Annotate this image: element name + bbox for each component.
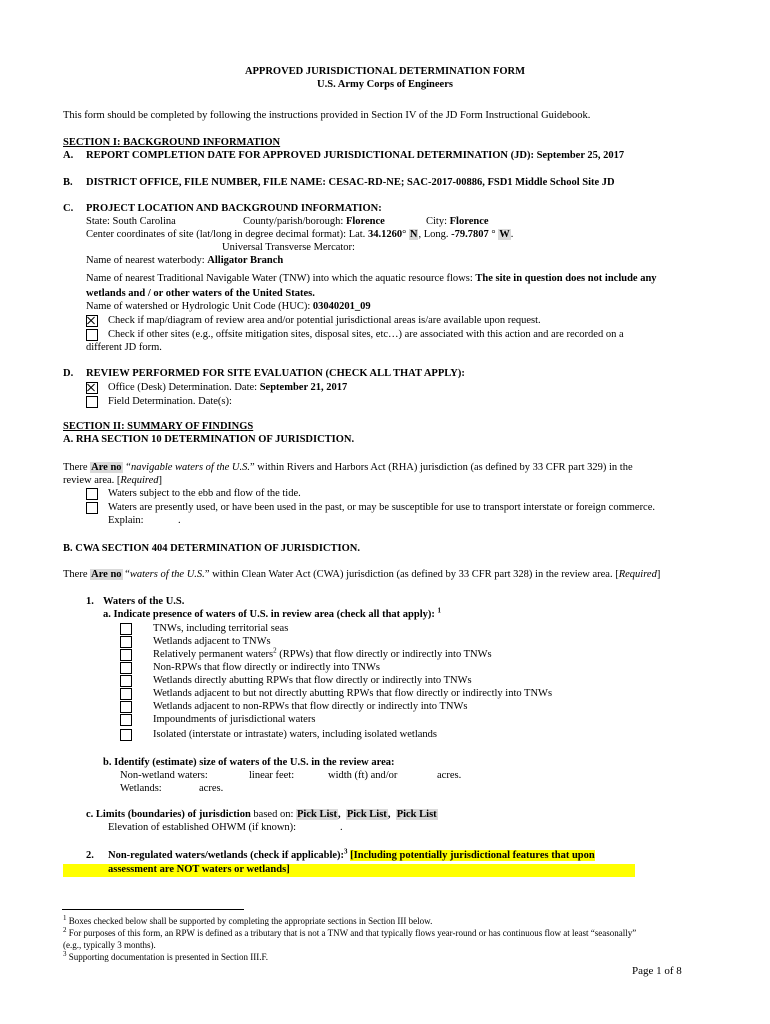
rha-heading: A. RHA SECTION 10 DETERMINATION OF JURISDICTION. [63, 434, 355, 445]
nonreg-sup: 3 [344, 847, 348, 856]
rha-required: Required [120, 475, 159, 486]
rha-statement [63, 462, 633, 474]
waters-a-heading [103, 606, 441, 621]
water-type-label: TNWs, including territorial seas [153, 623, 289, 634]
impoundments-checkbox[interactable] [120, 714, 132, 726]
waters-a-sup: 1 [437, 606, 441, 615]
water-type-label: Impoundments of jurisdictional waters [153, 714, 316, 725]
wetlands-abutting-rpw-checkbox[interactable] [120, 675, 132, 687]
pick-list-1[interactable]: Pick List [297, 809, 337, 820]
other-sites-label: Check if other sites (e.g., offsite mitigation sites, disposal sites, etc…) are associated with this action and are recorded on a [108, 329, 624, 340]
ohwm-value[interactable]: . [340, 822, 343, 833]
comma-1: , [337, 809, 341, 820]
rha-post: ” within Rivers and Harbors Act (RHA) jurisdiction (as defined by 33 CFR part 329) in the [250, 462, 633, 473]
waters-a-label: a. Indicate presence of waters of U.S. in review area (check all that apply): [103, 609, 438, 620]
cwa-close: ] [656, 569, 661, 580]
linear-feet-label: linear feet: [249, 770, 295, 781]
wetlands-adjacent-tnw-checkbox[interactable] [120, 636, 132, 648]
center-label: Center coordinates of site (lat/long in degree decimal format): Lat. [86, 229, 368, 240]
lat-value: 34.1260 [367, 229, 403, 240]
rha-statement-cont [63, 475, 162, 487]
county-label: County/parish/borough: [243, 216, 346, 227]
tnw-label: Name of nearest Traditional Navigable Water (TNW) into which the aquatic resource flows: [86, 273, 476, 284]
other-sites-label-cont: different JD form. [86, 342, 162, 353]
waters-num: 1. [86, 596, 94, 607]
long-direction-select[interactable]: W [499, 229, 510, 240]
rha-italic: “navigable waters of the U.S. [122, 462, 250, 473]
city-value: Florence [449, 216, 489, 227]
footnote-num: 2 [63, 926, 67, 934]
footnote-1 [63, 916, 432, 926]
lat-degree: ° [402, 229, 409, 240]
nonreg-num: 2. [86, 850, 94, 861]
footnote-2 [63, 928, 636, 938]
page-number: Page 1 of 8 [632, 965, 682, 977]
limits-based: based on: [250, 809, 296, 820]
tnw-value-line1: The site in question does not include any [475, 273, 657, 284]
nearest-waterbody [86, 255, 283, 267]
non-rpw-checkbox[interactable] [120, 662, 132, 674]
cwa-heading: B. CWA SECTION 404 DETERMINATION OF JURISDICTION. [63, 543, 360, 554]
rpw-label: Relatively permanent waters [153, 649, 274, 660]
wetlands-size-label: Wetlands: [120, 783, 162, 794]
nonreg-label: Non-regulated waters/wetlands (check if applicable): [108, 850, 345, 861]
tnw-value-line2: wetlands and / or other waters of the United States. [86, 288, 315, 299]
commerce-checkbox[interactable] [86, 502, 98, 514]
waters-b-heading: b. Identify (estimate) size of waters of the U.S. in the review area: [103, 757, 395, 768]
isolated-waters-checkbox[interactable] [120, 729, 132, 741]
cwa-quote: “ [122, 569, 130, 580]
map-checkbox[interactable] [86, 315, 98, 327]
city-field [426, 216, 489, 228]
footnote-3 [63, 952, 268, 962]
wetlands-acres-label: acres. [199, 783, 224, 794]
footnote-text: Boxes checked below shall be supported by completing the appropriate sections in Section III below. [66, 916, 433, 926]
water-type-label-rpw [153, 646, 492, 661]
cwa-pre: There [63, 569, 91, 580]
huc-label: Name of watershed or Hydrologic Unit Code (HUC): [86, 301, 313, 312]
footnote-divider [62, 909, 244, 910]
explain-value[interactable]: . [178, 515, 181, 526]
footnote-num: 3 [63, 950, 67, 958]
commerce-label: Waters are presently used, or have been used in the past, or may be susceptible for use to transport interstate or foreign commerce. [108, 502, 656, 513]
ebb-flow-label: Waters subject to the ebb and flow of the tide. [108, 488, 301, 499]
long-end: . [510, 229, 514, 240]
field-determination-label: Field Determination. Date(s): [108, 396, 232, 407]
cwa-pick-list[interactable]: Are no [91, 569, 122, 580]
rha-line2: review area. [ [63, 475, 121, 486]
acres-label: acres. [437, 770, 462, 781]
item-d-letter: D. [63, 368, 74, 379]
nearest-tnw [86, 273, 657, 285]
limits-line [86, 809, 438, 821]
rha-close: ] [158, 475, 163, 486]
rpw-checkbox[interactable] [120, 649, 132, 661]
section2-heading: SECTION II: SUMMARY OF FINDINGS [63, 421, 254, 432]
section1-heading: SECTION I: BACKGROUND INFORMATION [63, 137, 281, 148]
huc-field [86, 301, 371, 313]
footnote-num: 1 [63, 914, 67, 922]
field-determination-checkbox[interactable] [86, 396, 98, 408]
comma-2: , [387, 809, 391, 820]
water-type-label: Wetlands adjacent to but not directly abutting RPWs that flow directly or indirectly into TNWs [153, 688, 553, 699]
ebb-flow-checkbox[interactable] [86, 488, 98, 500]
water-type-label: Wetlands directly abutting RPWs that flow directly or indirectly into TNWs [153, 675, 472, 686]
map-checkbox-label: Check if map/diagram of review area and/or potential jurisdictional areas is/are available upon request. [108, 315, 541, 326]
long-degree: ° [488, 229, 499, 240]
water-type-label: Wetlands adjacent to TNWs [153, 636, 271, 647]
district-office-line: DISTRICT OFFICE, FILE NUMBER, FILE NAME: CESAC-RD-NE; SAC-2017-00886, FSD1 Middle School Site JD [86, 177, 615, 188]
footnote-text: Supporting documentation is presented in Section III.F. [66, 952, 268, 962]
office-date: September 21, 2017 [259, 382, 348, 393]
item-c-letter: C. [63, 203, 74, 214]
waterbody-value: Alligator Branch [207, 255, 284, 266]
county-value: Florence [345, 216, 385, 227]
item-a-letter: A. [63, 150, 74, 161]
limits-label: c. Limits (boundaries) of jurisdiction [86, 809, 251, 820]
ohwm-label: Elevation of established OHWM (if known): [108, 822, 297, 833]
lat-direction-select[interactable]: N [409, 229, 418, 240]
waterbody-label: Name of nearest waterbody: [86, 255, 208, 266]
footnote-2-cont: (e.g., typically 3 months). [63, 940, 156, 950]
explain-label: Explain: [108, 515, 144, 526]
office-label: Office (Desk) Determination. Date: [108, 382, 260, 393]
rpw-sup: 2 [273, 646, 277, 655]
center-coordinates [86, 229, 513, 241]
pick-list-3[interactable]: Pick List [396, 809, 437, 820]
cwa-required: Required [618, 569, 657, 580]
utm-label: Universal Transverse Mercator: [222, 242, 355, 253]
wetlands-adjacent-non-rpw-checkbox[interactable] [120, 701, 132, 713]
intro-text: This form should be completed by following the instructions provided in Section IV of the JD Form Instructional Guidebook. [63, 110, 591, 121]
county-field [243, 216, 385, 228]
rha-pick-list[interactable]: Are no [91, 462, 122, 473]
footnote-text: For purposes of this form, an RPW is defined as a tributary that is not a TNW and that typically flows year-round or has continuous flow at least “seasonally” [66, 928, 637, 938]
long-label: , Long. [418, 229, 452, 240]
water-type-label: Isolated (interstate or intrastate) waters, including isolated wetlands [153, 729, 437, 740]
rha-pre: There [63, 462, 91, 473]
non-wetland-label: Non-wetland waters: [120, 770, 208, 781]
water-type-label: Non-RPWs that flow directly or indirectly into TNWs [153, 662, 380, 673]
huc-value: 03040201_09 [312, 301, 371, 312]
form-title: APPROVED JURISDICTIONAL DETERMINATION FORM [244, 66, 526, 77]
city-label: City: [426, 216, 450, 227]
item-b-letter: B. [63, 177, 73, 188]
water-type-label: Wetlands adjacent to non-RPWs that flow directly or indirectly into TNWs [153, 701, 468, 712]
office-determination-checkbox[interactable] [86, 382, 98, 394]
project-location-heading: PROJECT LOCATION AND BACKGROUND INFORMATION: [86, 203, 382, 214]
review-performed-heading: REVIEW PERFORMED FOR SITE EVALUATION (CHECK ALL THAT APPLY): [86, 368, 465, 379]
width-label: width (ft) and/or [328, 770, 398, 781]
nonreg-highlight-1: [Including potentially jurisdictional features that upon [350, 850, 595, 861]
pick-list-2[interactable]: Pick List [346, 809, 387, 820]
cwa-statement [63, 569, 660, 581]
wetlands-adjacent-rpw-checkbox[interactable] [120, 688, 132, 700]
nonreg-highlight-2: assessment are NOT waters or wetlands] [108, 864, 290, 875]
long-value: -79.7807 [451, 229, 489, 240]
cwa-italic: waters of the U.S. [129, 569, 205, 580]
cwa-post: ” within Clean Water Act (CWA) jurisdiction (as defined by 33 CFR part 328) in the review area. [ [204, 569, 619, 580]
office-determination [108, 382, 347, 394]
nonreg-line [108, 847, 595, 862]
waters-heading: Waters of the U.S. [103, 596, 185, 607]
state-field: State: South Carolina [86, 216, 176, 227]
tnw-checkbox[interactable] [120, 623, 132, 635]
agency-name: U.S. Army Corps of Engineers [317, 79, 453, 90]
other-sites-checkbox[interactable] [86, 329, 98, 341]
rpw-rest: (RPWs) that flow directly or indirectly into TNWs [276, 649, 492, 660]
report-date-line: REPORT COMPLETION DATE FOR APPROVED JURISDICTIONAL DETERMINATION (JD): September 25, 2017 [86, 150, 625, 161]
